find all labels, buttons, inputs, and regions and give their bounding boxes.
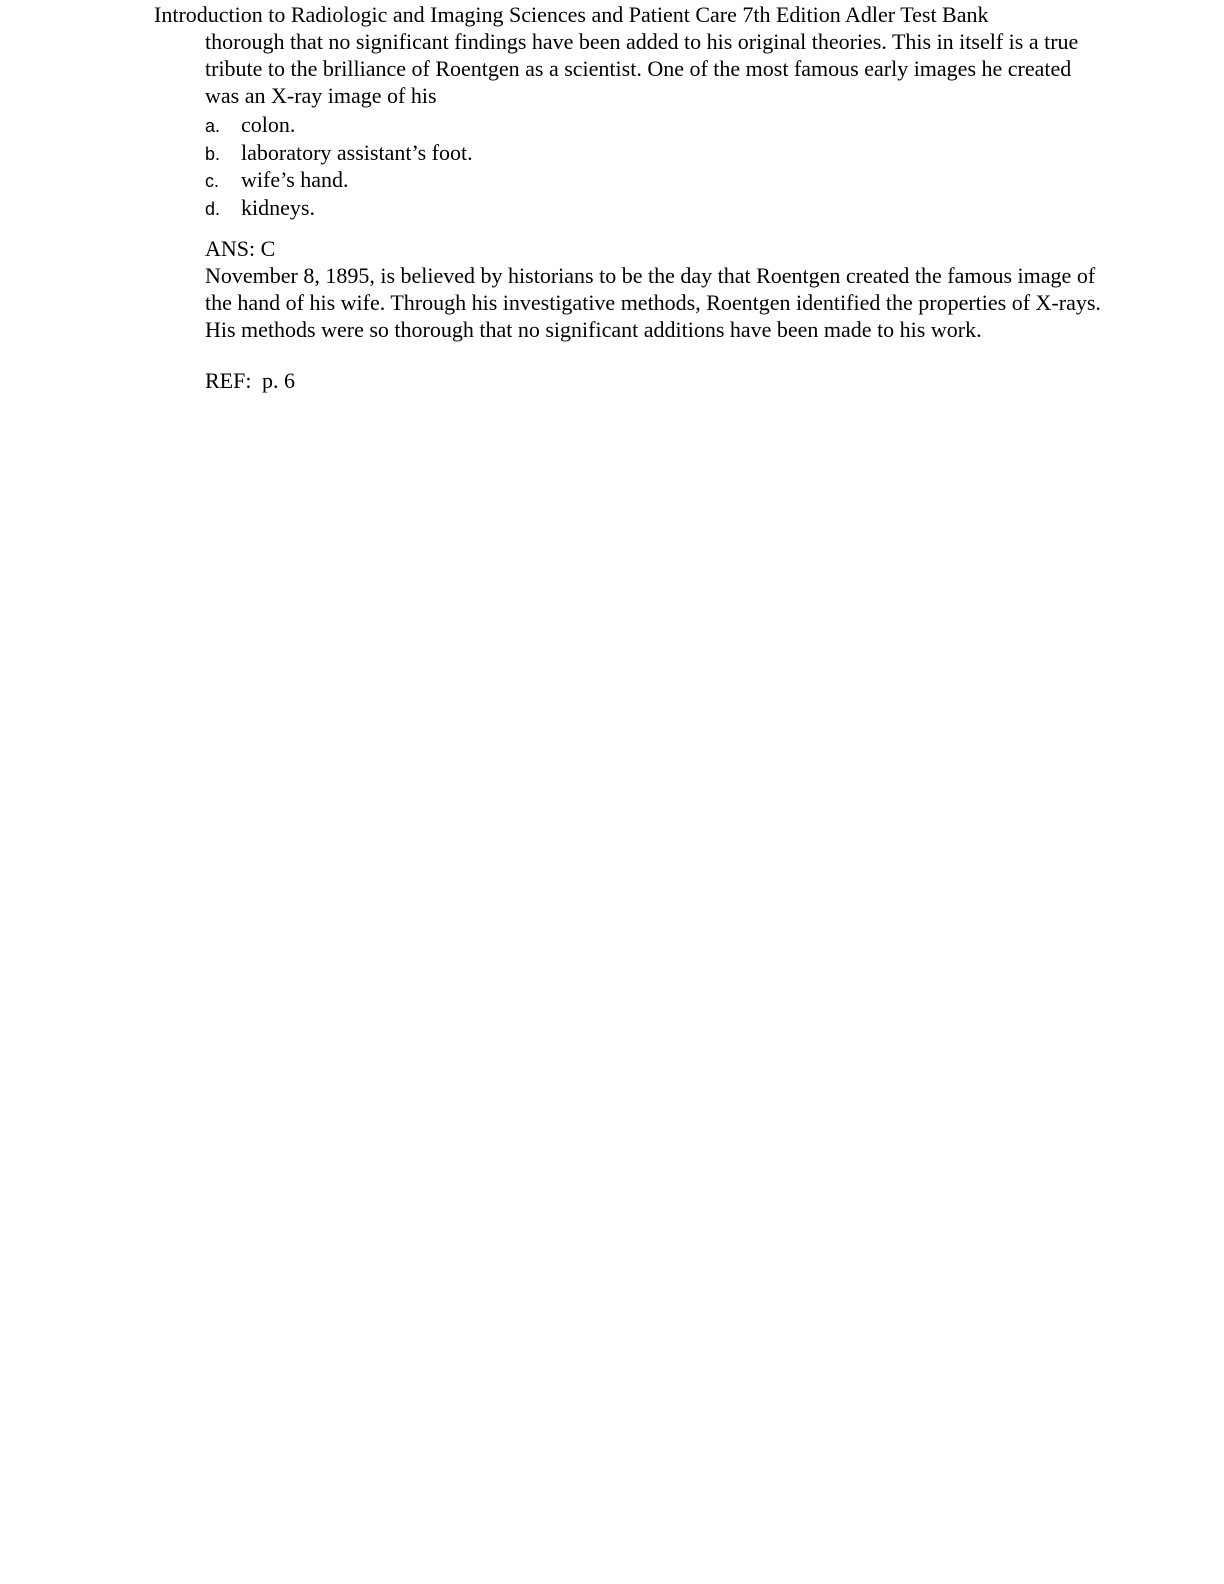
option-letter: d. [205, 198, 221, 219]
option-letter: c. [205, 171, 220, 191]
question-stem: thorough that no significant findings have been added to his original theories. This in itself is a true tribute to the brilliance of Roentgen as a scientist. One of the most famous early images he created was an X-ray image of his [205, 29, 1079, 108]
answer-key: ANS: C [205, 236, 276, 261]
option-text: wife’s hand. [241, 167, 349, 192]
option-letter: a. [205, 116, 221, 136]
option-text: colon. [241, 112, 296, 137]
page-header-title: Introduction to Radiologic and Imaging Sciences and Patient Care 7th Edition Adler Test Bank [154, 2, 989, 27]
reference-page: p. 6 [262, 368, 295, 393]
question-block [205, 28, 1110, 394]
answer-option-c [205, 166, 1110, 194]
option-text: kidneys. [241, 194, 315, 220]
answer-option-a [205, 111, 1110, 139]
answer-rationale: November 8, 1895, is believed by historians to be the day that Roentgen created the famous image of the hand of his wife. Through his investigative methods, Roentgen identified the properties of X-rays. His methods were so thorough that no significant additions have been made to his work. [205, 263, 1101, 342]
answer-option-b [205, 139, 1110, 167]
reference-line [205, 367, 1110, 394]
answer-option-d [205, 194, 1110, 222]
option-letter: b. [205, 143, 221, 164]
answer-options-list [205, 111, 1110, 221]
option-text: laboratory assistant’s foot. [241, 139, 473, 165]
reference-label: REF: [205, 368, 252, 393]
